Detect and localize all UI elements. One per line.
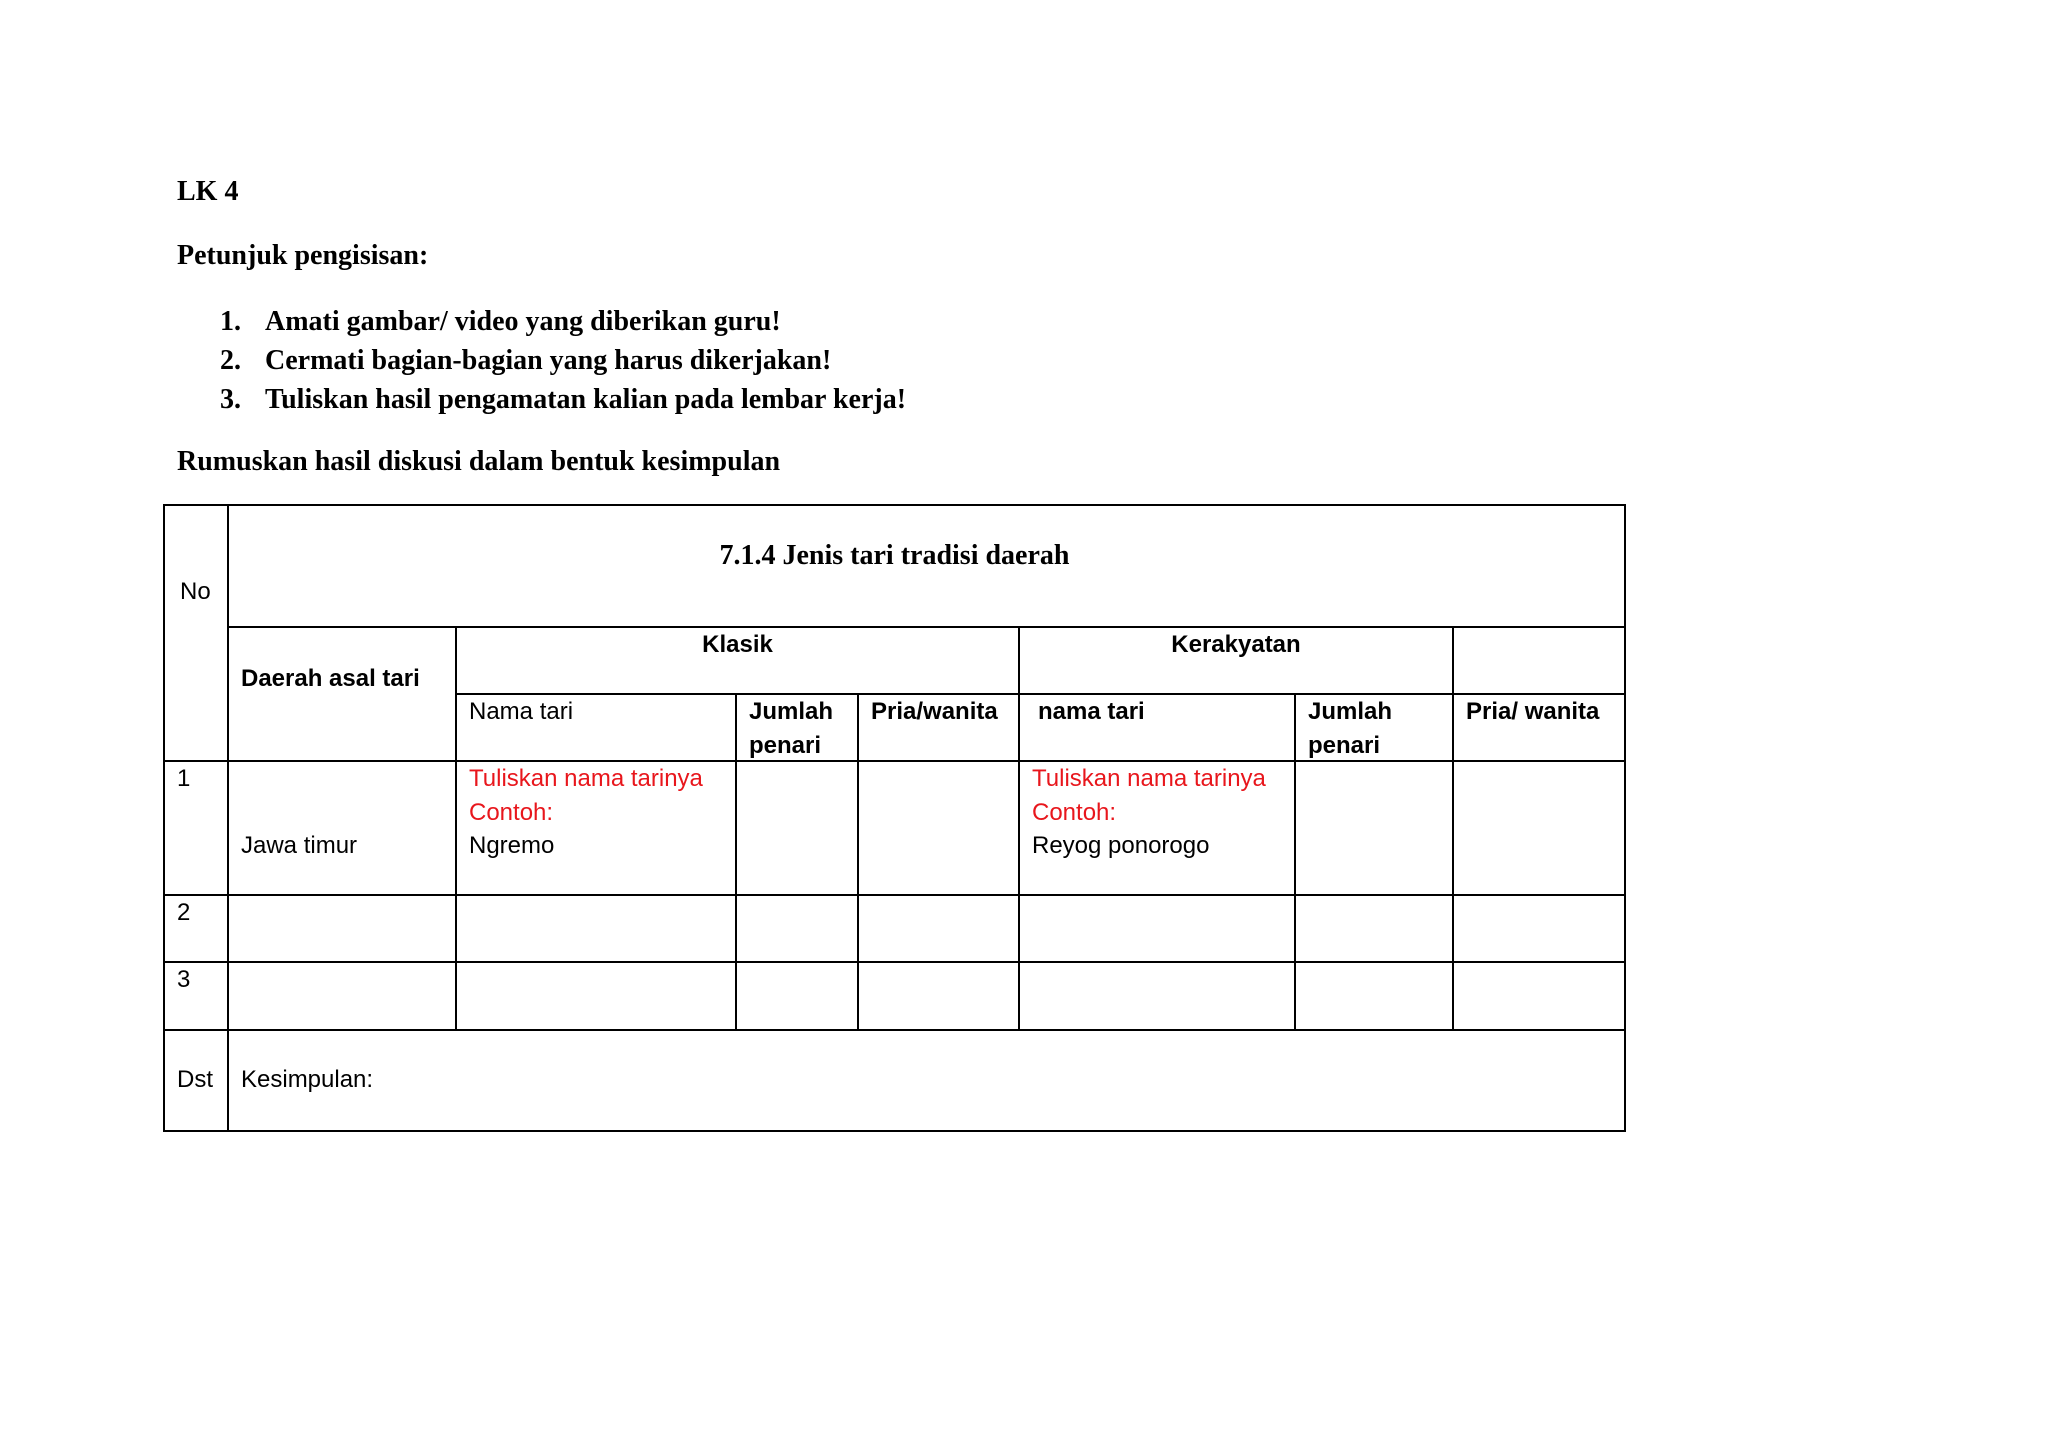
header-classic-name: Nama tari <box>469 698 574 725</box>
row-region: Jawa timur <box>241 832 358 859</box>
header-classic-gender: Pria/wanita <box>871 698 998 725</box>
instruction-number: 1. <box>220 306 241 337</box>
table-rule <box>857 693 859 1029</box>
table-rule <box>227 504 229 1132</box>
classic-hint: Tuliskan nama tarinya <box>469 765 703 792</box>
header-folk: Kerakyatan <box>1171 631 1301 658</box>
table-border-right <box>1624 504 1626 1132</box>
conclusion-label: Kesimpulan: <box>241 1066 374 1093</box>
instruction-item <box>220 341 906 380</box>
header-classic-count: Jumlah <box>749 698 834 725</box>
header-folk-name: nama tari <box>1038 698 1145 725</box>
folk-hint: Tuliskan nama tarinya <box>1032 765 1266 792</box>
table-rule <box>1018 626 1020 1029</box>
worksheet-title: LK 4 <box>177 176 239 207</box>
table-rule <box>163 961 1626 963</box>
instruction-item <box>220 302 906 341</box>
table-title: 7.1.4 Jenis tari tradisi daerah <box>719 540 1070 571</box>
row-number: 2 <box>177 899 191 926</box>
table-border-left <box>163 504 165 1132</box>
instruction-text: Cermati bagian-bagian yang harus dikerjakan! <box>265 345 832 376</box>
instruction-number: 2. <box>220 345 241 376</box>
header-no: No <box>180 578 211 605</box>
folk-hint: Contoh: <box>1032 799 1117 826</box>
row-number: 1 <box>177 765 191 792</box>
table-rule <box>163 1029 1626 1031</box>
header-folk-count: penari <box>1308 732 1381 759</box>
header-folk-count: Jumlah <box>1308 698 1393 725</box>
instruction-item <box>220 380 906 419</box>
classic-example: Ngremo <box>469 832 555 859</box>
row-number: 3 <box>177 966 191 993</box>
folk-example: Reyog ponorogo <box>1032 832 1210 859</box>
instruction-number: 3. <box>220 384 241 415</box>
instructions-heading: Petunjuk pengisisan: <box>177 240 429 271</box>
table-rule <box>735 693 737 1029</box>
table-rule <box>455 626 457 1029</box>
header-classic-count: penari <box>749 732 822 759</box>
instructions-list <box>220 302 906 419</box>
table-border-top <box>163 504 1626 506</box>
table-border-bottom <box>163 1130 1626 1132</box>
table-rule <box>163 894 1626 896</box>
classic-hint: Contoh: <box>469 799 554 826</box>
table-rule <box>163 760 1626 762</box>
table-rule <box>1452 626 1454 1029</box>
table-rule <box>1294 693 1296 1029</box>
instruction-text: Amati gambar/ video yang diberikan guru! <box>265 306 781 337</box>
instruction-text: Tuliskan hasil pengamatan kalian pada lembar kerja! <box>265 384 907 415</box>
header-classic: Klasik <box>702 631 773 658</box>
footer-label: Dst <box>177 1066 213 1093</box>
dance-table <box>163 504 1626 1132</box>
header-region: Daerah asal tari <box>241 665 420 692</box>
header-folk-gender: Pria/ wanita <box>1466 698 1600 725</box>
summary-heading: Rumuskan hasil diskusi dalam bentuk kesimpulan <box>177 446 781 477</box>
